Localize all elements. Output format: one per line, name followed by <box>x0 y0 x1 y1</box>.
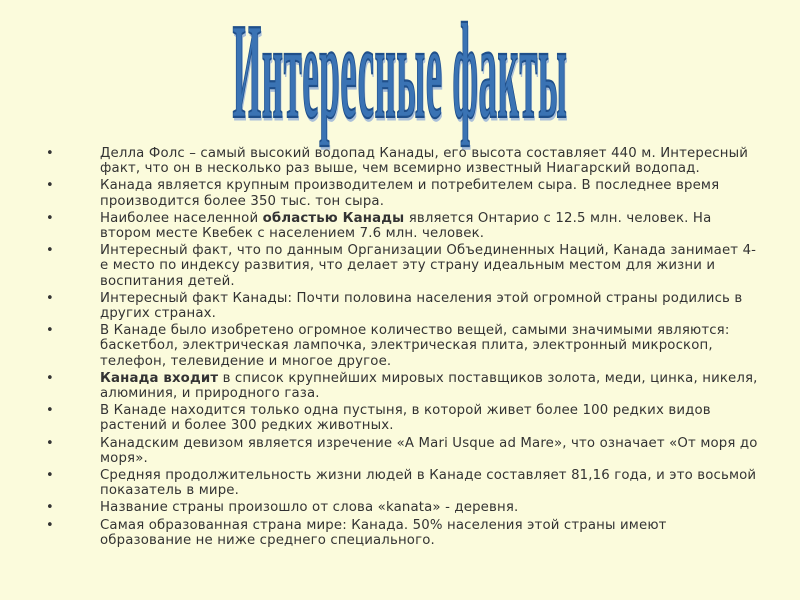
bullet-icon: • <box>46 468 54 484</box>
bullet-icon: • <box>46 517 54 533</box>
fact-item <box>38 371 758 401</box>
fact-item <box>38 518 758 548</box>
bullet-icon: • <box>46 210 54 226</box>
fact-highlight: Канада входит <box>100 370 219 386</box>
bullet-icon: • <box>46 500 54 516</box>
title-area <box>0 0 800 149</box>
fact-text: Самая образованная страна мире: Канада. 50% населения этой страны имеют образование не ниже среднего специального. <box>100 517 667 548</box>
bullet-icon: • <box>46 146 54 161</box>
fact-text: Наиболее населенной областью Канады является Онтарио с 12.5 млн. человек. На втором месте Квебек с населением 7.6 млн. человек. <box>100 210 712 242</box>
bullet-icon: • <box>46 178 54 194</box>
fact-item <box>38 468 758 498</box>
bullet-icon: • <box>46 243 54 259</box>
fact-text: Канадским девизом является изречение «A Mari Usque ad Mare», что означает «От моря до моря». <box>100 435 758 466</box>
bullet-icon: • <box>46 370 54 386</box>
fact-text: В Канаде было изобретено огромное количество вещей, самыми значимыми являются: баскетбол, электрическая лампочка, электрическая плита, электронный микроскоп, телефон, телевидение и многое другое. <box>100 323 730 369</box>
fact-item <box>38 403 758 433</box>
fact-text: Название страны произошло от слова «kanata» - деревня. <box>100 500 519 516</box>
fact-item <box>38 500 758 515</box>
fact-item <box>38 323 758 369</box>
fact-text: В Канаде находится только одна пустыня, в которой живет более 100 редких видов растений и более 300 редких животных. <box>100 403 711 434</box>
fact-item <box>38 436 758 466</box>
fact-item <box>38 211 758 241</box>
fact-text: Средняя продолжительность жизни людей в Канаде составляет 81,16 года, и это восьмой показатель в мире. <box>100 468 757 499</box>
fact-text: Канада входит в список крупнейших мировых поставщиков золота, меди, цинка, никеля, алюминия, и природного газа. <box>100 370 758 402</box>
slide-title: Интересные факты <box>232 0 568 149</box>
bullet-icon: • <box>46 435 54 451</box>
fact-text: Интересный факт, что по данным Организации Объединенных Наций, Канада занимает 4-е место по индексу развития, что делает эту страну идеальным местом для жизни и воспитания детей. <box>100 243 757 289</box>
facts-list <box>38 146 758 550</box>
fact-item <box>38 291 758 321</box>
fact-item <box>38 243 758 289</box>
bullet-icon: • <box>46 290 54 306</box>
bullet-icon: • <box>46 403 54 419</box>
fact-item <box>38 146 758 176</box>
fact-text: Канада является крупным производителем и потребителем сыра. В последнее время производится более 350 тыс. тон сыра. <box>100 178 720 209</box>
fact-item <box>38 178 758 208</box>
fact-text: Интересный факт Канады: Почти половина населения этой огромной страны родились в других странах. <box>100 290 743 322</box>
bullet-icon: • <box>46 323 54 339</box>
fact-text: Делла Фолс – самый высокий водопад Канады, его высота составляет 440 м. Интересный факт, что он в несколько раз выше, чем всемирно известный Ниагарский водопад. <box>100 146 749 177</box>
fact-highlight: областью Канады <box>262 210 405 226</box>
